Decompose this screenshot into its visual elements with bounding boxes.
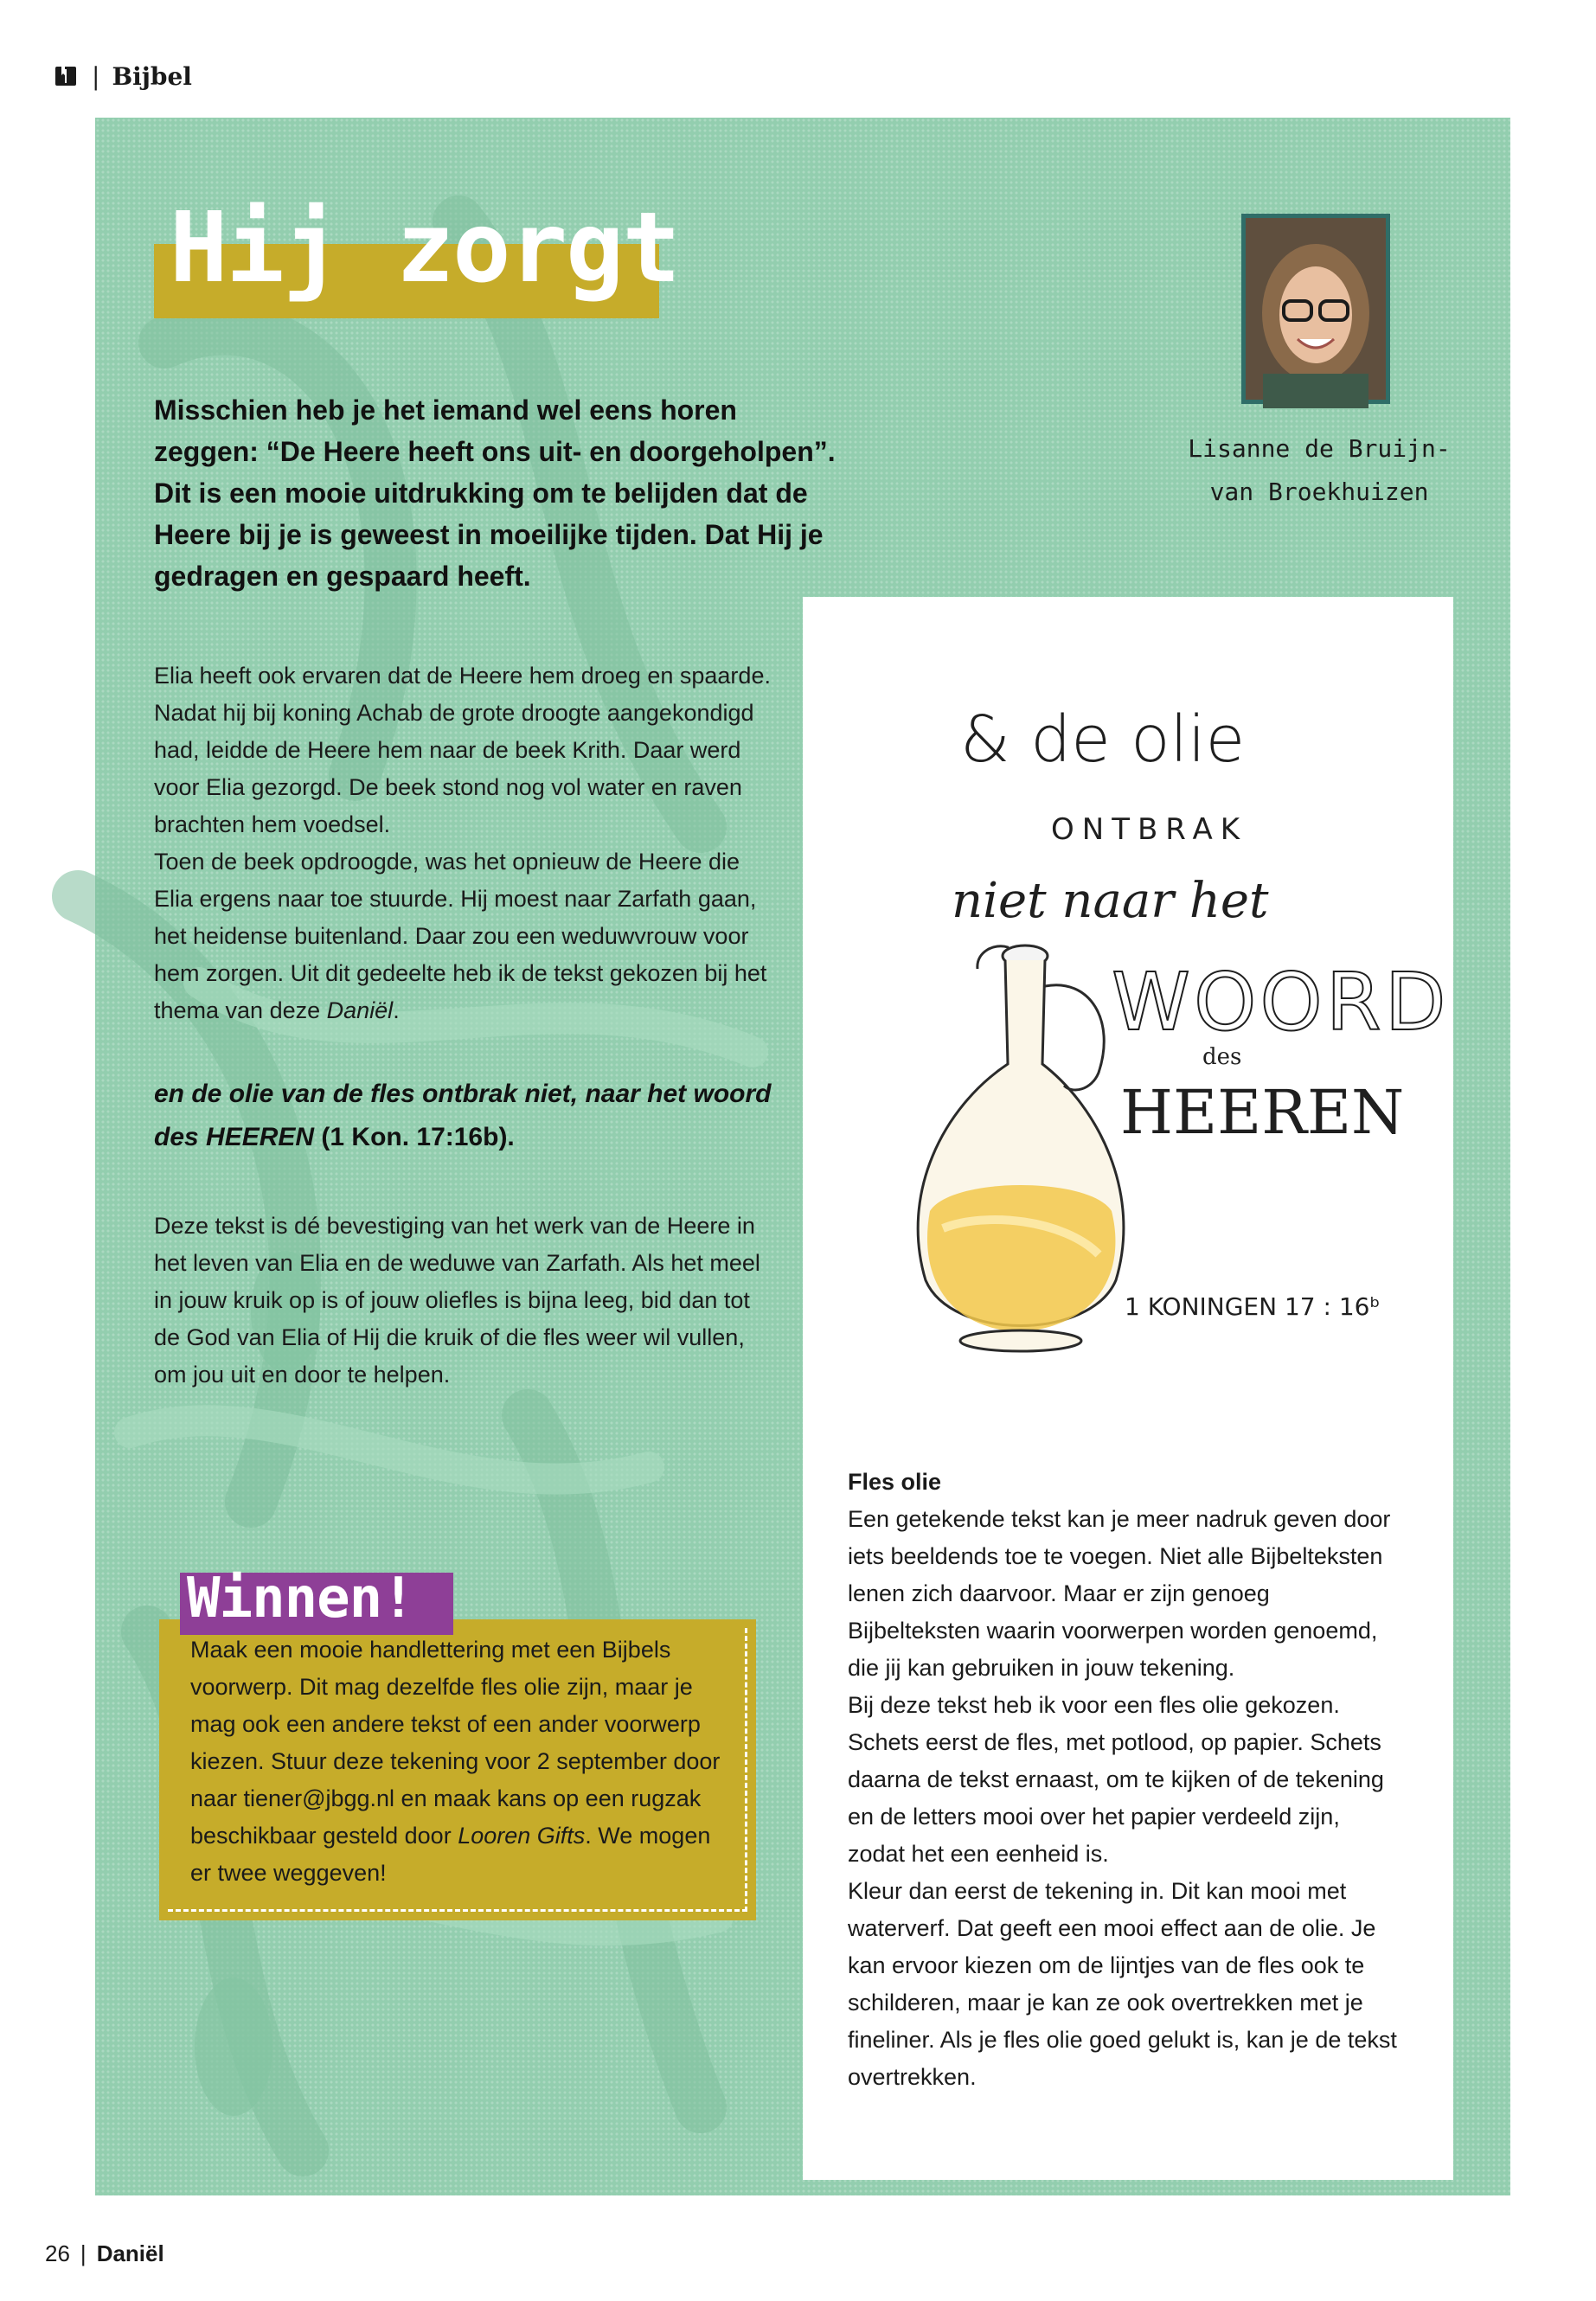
author-name-line2: van Broekhuizen [1209,478,1429,506]
card-heading: Fles olie [848,1469,942,1495]
lettering-line-2: ONTBRAK [1051,812,1248,847]
page-footer [45,2240,164,2267]
contest-title: Winnen! [187,1567,414,1631]
body-text: . [393,997,400,1023]
card-text [848,1464,1401,2096]
contest-text-part: . We mogen er twee weggeven! [190,1823,711,1886]
verse-reference: (1 Kon. 17:16b). [314,1123,515,1151]
intro-paragraph: Misschien heb je het iemand wel eens horen zeggen: “De Heere heeft ons uit- en doorgeholpen”. Dit is een mooie uitdrukking om te belijden dat de Heere bij je is geweest in moeilijke tijden. Dat Hij je gedragen en gespaard heeft. [154,394,836,592]
article-title: Hij zorgt [170,192,679,304]
magazine-name: Daniël [96,2240,164,2266]
lettering-line-3: niet naar het [952,873,1269,929]
author-photo [1241,214,1390,404]
author-name-line1: Lisanne de Bruijn- [1188,434,1451,463]
lettering-reference: 1 KONINGEN 17 : 16ᵇ [1125,1292,1381,1321]
body-paragraph: Elia heeft ook ervaren dat de Heere hem droeg en spaarde. Nadat hij bij koning Achab de grote droogte aangekondigd had, leidde de Heere hem naar de beek Krith. Daar werd voor Elia gezorgd. De beek stond nog vol water en raven brachten hem voedsel. [154,663,771,837]
lettering-line-1: & de olie [960,702,1246,777]
body-text: Toen de beek opdroogde, was het opnieuw de Heere die Elia ergens naar toe stuurde. Hij moest naar Zarfath gaan, het heidense buitenland. Daar zou een weduwvrouw voor hem zorgen. Uit dit gedeelte heb ik de tekst gekozen bij het thema van deze [154,849,767,1023]
bible-verse [154,1073,777,1159]
lettering-line-5: des [1202,1044,1242,1070]
footer-separator: | [80,2240,87,2266]
body-text-2: Deze tekst is dé bevestiging van het werk van de Heere in het leven van Elia en de weduwe van Zarfath. Als het meel in jouw kruik op is of jouw oliefles is bijna leeg, bid dan tot de God van Elia of Hij die kruik of die fles weer wil vullen, om jou uit en door te helpen. [154,1213,760,1388]
contest-text-part: Maak een mooie handlettering met een Bijbels voorwerp. Dit mag dezelfde fles olie zijn, maar je mag ook een andere tekst of een ander voorwerp kiezen. Stuur deze tekening voor 2 september door naar tiener@jbgg.nl en maak kans op een rugzak beschikbaar gesteld door [190,1637,721,1849]
author-portrait-image [1246,218,1386,400]
oil-jar-drawing [918,945,1124,1351]
contest-text [190,1631,735,1892]
body-text-1 [154,657,777,1029]
page-number: 26 [45,2240,70,2266]
lettering-line-6: HEEREN [1120,1077,1405,1148]
author-name [1159,427,1479,514]
book-icon [54,64,78,88]
section-header [54,59,192,93]
header-separator: | [92,61,100,91]
card-paragraph: Kleur dan eerst de tekening in. Dit kan mooi met waterverf. Dat geeft een mooi effect aan de olie. Je kan ervoor kiezen om de lijntjes van de fles ook te schilderen, maar je kan ze ook overtrekken met je fineliner. Als je fles olie goed gelukt is, kan je de tekst overtrekken. [848,1878,1397,2090]
contest-sponsor: Looren Gifts [458,1823,586,1849]
lettering-line-4: WOORD [1112,956,1450,1048]
magazine-mention: Daniël [326,997,394,1023]
body-paragraph [154,843,777,1029]
card-paragraph: Een getekende tekst kan je meer nadruk geven door iets beeldends toe te voegen. Niet alle Bijbelteksten lenen zich daarvoor. Maar er zijn genoeg Bijbelteksten waarin voorwerpen worden genoemd, die jij kan gebruiken in jouw tekening. [848,1506,1391,1681]
verse-text: en de olie van de fles ontbrak niet, naar het woord des HEEREN [154,1080,772,1151]
card-paragraph: Bij deze tekst heb ik voor een fles olie gekozen. Schets eerst de fles, met potlood, op papier. Schets daarna de tekst ernaast, om te kijken of de tekening en de letters mooi over het papier verdeeld zijn, zodat het een eenheid is. [848,1692,1384,1867]
section-label: Bijbel [112,61,192,91]
hand-lettering-illustration [865,657,1450,1419]
